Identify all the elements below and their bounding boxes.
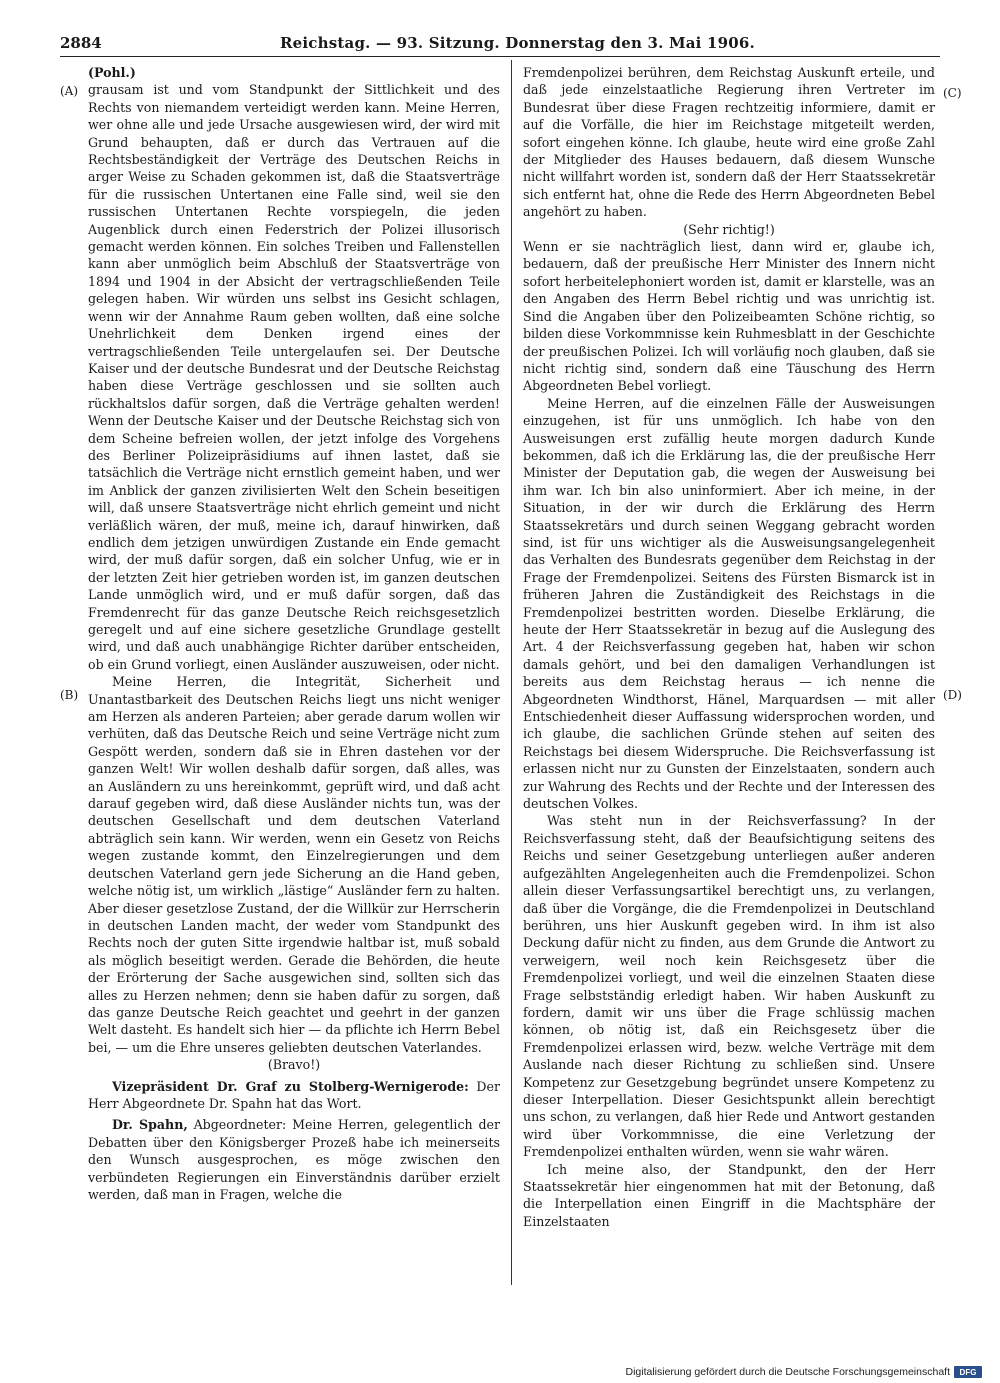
speaker-name: Vizepräsident Dr. Graf zu Stolberg-Wernigerode:	[112, 1078, 469, 1094]
interjection: (Bravo!)	[267, 1057, 321, 1073]
spahn-line	[88, 1116, 500, 1203]
dfg-logo-icon: DFG	[954, 1366, 982, 1378]
footer-text: Digitalisierung gefördert durch die Deutsche Forschungsgemeinschaft	[625, 1366, 950, 1378]
paragraph: Ich meine also, der Standpunkt, den der Herr Staatssekretär hier eingenommen hat mit der Betonung, daß die Interpellation einen Eingriff in die Machtsphäre der Einzelstaaten	[523, 1161, 935, 1229]
margin-letter-b: (B)	[60, 688, 79, 702]
paragraph: Wenn er sie nachträglich liest, dann wird er, glaube ich, bedauern, daß der preußische Herr Minister des Innern nicht sofort herbeitelephoniert worden ist, damit er klarstelle, was an den Angaben des Herrn Bebel richtig und was unrichtig ist. Sind die Angaben über den Polizeibeamten Schöne richtig, so bilden diese Vorkommnisse kein Ruhmesblatt in der Geschichte der preußischen Polizei. Ich will vorläufig noch glauben, daß sie nicht richtig sind, sondern daß eine Täuschung des Herrn Abgeordneten Bebel vorliegt.	[523, 239, 935, 394]
paragraph: Meine Herren, auf die einzelnen Fälle der Ausweisungen einzugehen, ist für uns unmöglich. Ich habe von den Ausweisungen erst zufällig heute morgen dadurch Kunde bekommen, daß ich die Erklärung las, die der preußische Herr Minister der Deputation gab, die wegen der Ausweisung bei ihm war. Ich bin also uninformiert. Aber ich meine, in der Situation, in der wir durch die Erklärung des Herrn Staatssekretärs und durch seinen Weggang gebracht worden sind, ist für uns wichtiger als die Ausweisungsangelegenheit das Verhalten des Bundesrats gegenüber dem Reichstag in der Frage der Fremdenpolizei. Seitens des Fürsten Bismarck ist in früheren Jahren die Zuständigkeit des Reichstags in die Fremdenpolizei bestritten worden. Dieselbe Erklärung, die heute der Herr Staatssekretär in bezug auf die Auslegung des Art. 4 der Reichsverfassung gegeben hat, haben wir schon damals gehört, und bei den damaligen Verhandlungen ist bereits aus dem Reichstag heraus — ich nenne die Abgeordneten Windthorst, Hänel, Marquardsen — mit aller Entschiedenheit dieser Auffassung widersprochen worden, und ich glaube, die sachlichen Gründe stehen auf seiten des Reichstags bei diesem Widerspruche. Die Reichsverfassung ist erlassen nicht nur zu Gunsten der Einzelstaaten, sondern auch zur Wahrung des Rechts und der Rechte und der Interessen des deutschen Volkes.	[523, 395, 935, 812]
right-column	[523, 64, 935, 1230]
speaker-text: Der Herr Abgeordnete Dr. Spahn hat das Wort.	[88, 1078, 500, 1111]
header-rule	[60, 56, 940, 57]
left-column	[88, 64, 500, 1203]
page-number: 2884	[60, 34, 102, 52]
paragraph: Meine Herren, die Integrität, Sicherheit und Unantastbarkeit des Deutschen Reichs liegt uns nicht weniger am Herzen als anderen Parteien; aber gerade darum wollen wir verhüten, daß das Deutsche Reich und seine Verträge nicht zum Gespött werden, sondern daß sie in Ehren dastehen vor der ganzen Welt! Wir wollen deshalb dafür sorgen, daß alles, was an Ausländern zu uns hereinkommt, geprüft wird, und daß acht darauf gegeben wird, daß diese Ausländer nichts tun, was der deutschen Gesellschaft und dem deutschen Vaterland abträglich sein kann. Wir werden, wenn ein Gesetz von Reichs wegen zustande kommt, den Einzelregierungen und dem deutschen Vaterland gern jede Sicherung an die Hand geben, welche nötig ist, um wirklich „lästige“ Ausländer fern zu halten. Aber dieser gesetzlose Zustand, der die Willkür zur Herrscherin in deutschen Landen macht, der weder vom Standpunkt des Rechts noch der guten Sitte irgendwie haltbar ist, muß sobald als möglich beseitigt werden. Gerade die Behörden, die heute der Erörterung der Sache ausgewichen sind, sollten sich das alles zu Herzen nehmen; denn sie haben dafür zu sorgen, daß das ganze Deutsche Reich geachtet und geehrt in der ganzen Welt dasteht. Es handelt sich hier — da pflichte ich Herrn Bebel bei, — um die Ehre unseres geliebten deutschen Vaterlandes.	[88, 674, 500, 1055]
speaker-text: Abgeordneter: Meine Herren, gelegentlich der Debatten über den Königsberger Prozeß habe ich meinerseits den Wunsch ausgesprochen, es möge zwischen den verbündeten Regierungen ein Einverständnis darüber erzielt werden, daß man in Fragen, welche die	[88, 1117, 500, 1202]
paragraph: Was steht nun in der Reichsverfassung? In der Reichsverfassung steht, daß der Beaufsichtigung seitens des Reichs und seiner Gesetzgebung unterliegen außer anderen aufgezählten Angelegenheiten auch die Fremdenpolizei. Schon allein dieser Verfassungsartikel berechtigt uns, zu verlangen, daß über die Vorgänge, die die Fremdenpolizei in Deutschland berühren, uns hier Auskunft gegeben wird. In ihm ist also Deckung dafür nicht zu finden, aus dem Grunde die Antwort zu verweigern, weil noch kein Reichsgesetz über die Fremdenpolizei vorliegt, und weil die einzelnen Staaten diese Frage selbstständig erledigt haben. Wir haben Auskunft zu fordern, damit wir uns über die Frage schlüssig machen können, ob nötig ist, daß ein Reichsgesetz über die Fremdenpolizei erlassen wird, bezw. welche Verträge mit dem Auslande nach dieser Richtung zu schließen sind. Unsere Kompetenz zur Gesetzgebung begründet unsere Kompetenz zu dieser Interpellation. Dieser Gesichtspunkt allein berechtigt uns schon, zu verlangen, daß hier Rede und Antwort gestanden wird über Vorkommnisse, die eine Verletzung der Fremdenpolizei enthalten würden, wenn sie wahr wären.	[523, 813, 935, 1160]
running-head: Reichstag. — 93. Sitzung. Donnerstag den 3. Mai 1906.	[280, 34, 755, 52]
margin-letter-a: (A)	[60, 84, 79, 98]
page-header	[60, 34, 940, 54]
margin-letter-c: (C)	[943, 86, 962, 100]
speaker-tag: (Pohl.)	[88, 65, 136, 80]
interjection: (Sehr richtig!)	[683, 221, 775, 237]
speaker-name: Dr. Spahn,	[112, 1117, 188, 1133]
paragraph: Fremdenpolizei berühren, dem Reichstag Auskunft erteile, und daß jede einzelstaatliche Regierung ihren Vertreter im Bundesrat über diese Fragen rechtzeitig informiere, damit er auf die Vorfälle, die hier im Reichstage mitgeteilt werden, sofort eingehen könne. Ich glaube, heute wird eine große Zahl der Mitglieder des Hauses bedauern, daß diesem Wunsche nicht willfahrt worden ist, sondern daß der Herr Staatssekretär sich entfernt hat, ohne die Rede des Herrn Abgeordneten Bebel angehört zu haben.	[523, 65, 935, 220]
column-divider	[511, 60, 512, 1285]
paragraph: grausam ist und vom Standpunkt der Sittlichkeit und des Rechts von niemandem verteidigt werden kann. Meine Herren, wer ohne alle und jede Ursache ausgewiesen wird, der wird mit Grund behaupten, daß er durch das Vertrauen auf die Rechtsbeständigkeit der Verträge des Deutschen Reichs in arger Weise zu Schaden gekommen ist, daß die Staatsverträge für die russischen Untertanen eine Falle sind, weil sie den russischen Untertanen Rechte vorspiegeln, die jeden Augenblick durch einen Federstrich der Polizei illusorisch gemacht werden können. Ein solches Treiben und Fallenstellen kann aber unmöglich beim Abschluß der Staatsverträge von 1894 und 1904 in der Absicht der vertragschließenden Teile gelegen haben. Wir würden uns selbst ins Gesicht schlagen, wenn wir der Annahme Raum geben wollten, daß eine solche Unehrlichkeit dem Denken irgend eines der vertragschließenden Teile untergelaufen sei. Der Deutsche Kaiser und der deutsche Bundesrat und der Deutsche Reichstag haben diese Verträge geschlossen und sie sollten auch rückhaltslos dafür sorgen, daß die Verträge gehalten werden! Wenn der Deutsche Kaiser und der Deutsche Reichstag sich von dem Scheine befreien wollen, der jetzt infolge des Vorgehens des Berliner Polizeipräsidiums auf ihnen lastet, daß sie tatsächlich die Verträge nicht ernstlich gemeint haben, und wer im Anblick der ganzen zivilisierten Welt den Schein beseitigen will, daß unsere Staatsverträge nicht ehrlich gemeint und nicht verläßlich wären, der muß, meine ich, darauf hinwirken, daß endlich dem jetzigen unwürdigen Zustande ein Ende gemacht wird, der muß dafür sorgen, daß ein solcher Unfug, wie er in der letzten Zeit hier getrieben worden ist, im ganzen deutschen Lande unmöglich wird, und er muß dafür sorgen, daß das Fremdenrecht für das ganze Deutsche Reich reichsgesetzlich geregelt und auf eine sichere gesetzliche Grundlage gestellt wird, und daß auch unabhängige Richter darüber entscheiden, ob ein Grund vorliegt, einen Ausländer auszuweisen, oder nicht.	[88, 82, 500, 672]
margin-letter-d: (D)	[943, 688, 962, 702]
digitization-footer	[625, 1366, 982, 1378]
president-line	[88, 1078, 500, 1113]
